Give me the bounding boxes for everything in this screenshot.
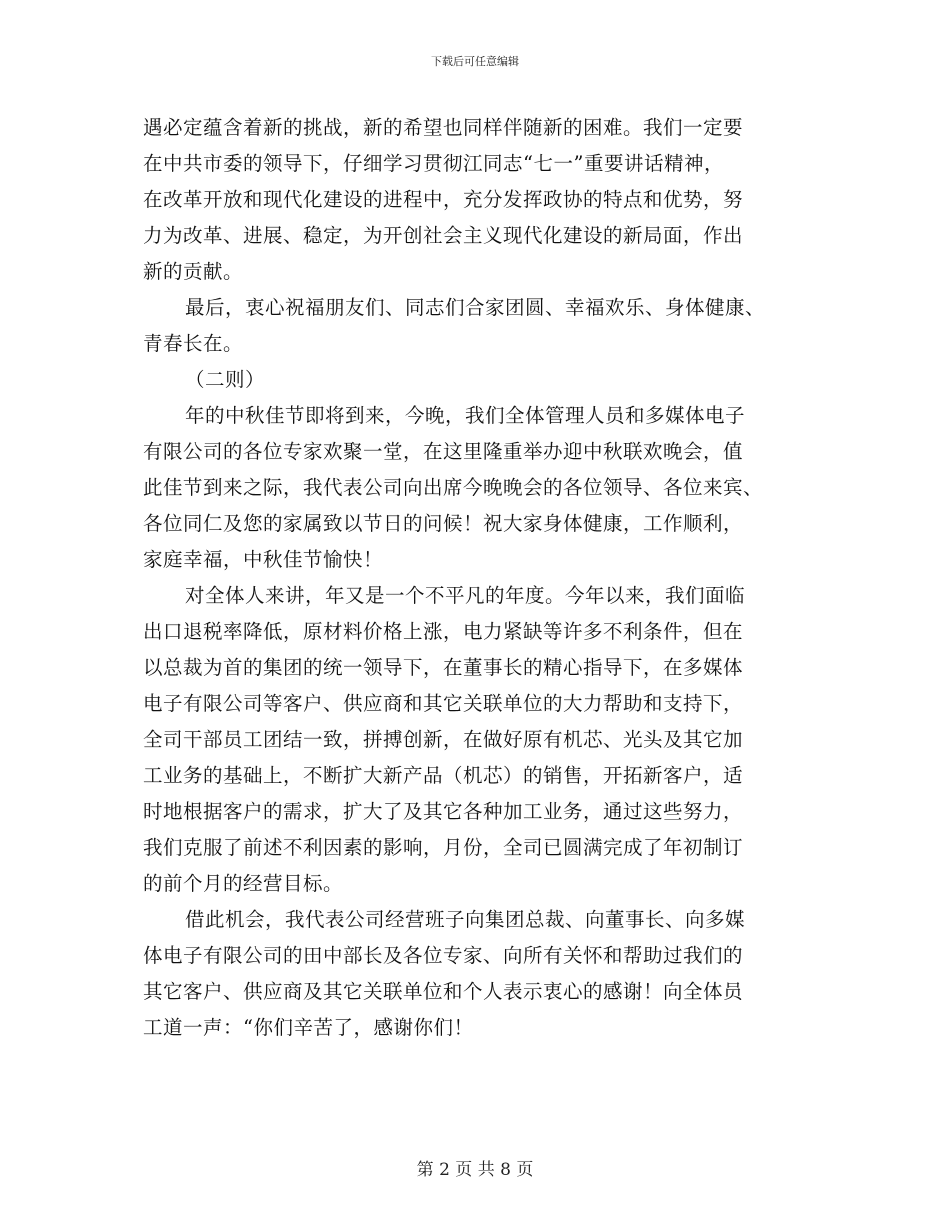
text-line: 时地根据客户的需求，扩大了及其它各种加工业务，通过这些努力， <box>143 800 744 823</box>
text-line: 对全体人来讲，年又是一个不平凡的年度。今年以来，我们面临 <box>185 584 746 607</box>
text-line: 在中共市委的领导下，仔细学习贯彻江同志“七一”重要讲话精神， <box>143 152 724 175</box>
text-line: 体电子有限公司的田中部长及各位专家、向所有关怀和帮助过我们的 <box>143 944 744 967</box>
text-line: 以总裁为首的集团的统一领导下，在董事长的精心指导下，在多媒体 <box>143 656 744 679</box>
text-line: 年的中秋佳节即将到来，今晚，我们全体管理人员和多媒体电子 <box>185 404 746 427</box>
text-line: 工业务的基础上，不断扩大新产品（机芯）的销售，开拓新客户，适 <box>143 764 744 787</box>
text-line: 出口退税率降低，原材料价格上涨，电力紧缺等许多不利条件，但在 <box>143 620 744 643</box>
text-line: 工道一声：“你们辛苦了，感谢你们！ <box>143 1016 474 1039</box>
text-line: 在改革开放和现代化建设的进程中，充分发挥政协的特点和优势，努 <box>143 188 744 211</box>
text-line: 有限公司的各位专家欢聚一堂，在这里隆重举办迎中秋联欢晚会，值 <box>143 440 744 463</box>
text-line: 的前个月的经营目标。 <box>143 872 344 895</box>
text-line: 各位同仁及您的家属致以节日的问候！祝大家身体健康，工作顺利， <box>143 512 744 535</box>
text-line: 最后，衷心祝福朋友们、同志们合家团圆、幸福欢乐、身体健康、 <box>185 296 766 319</box>
text-line: 家庭幸福，中秋佳节愉快！ <box>143 548 384 571</box>
text-line: （二则） <box>185 368 266 391</box>
text-line: 此佳节到来之际，我代表公司向出席今晚晚会的各位领导、各位来宾、 <box>143 476 764 499</box>
document-body <box>143 110 813 1046</box>
page-number: 第 2 页 共 8 页 <box>416 1160 534 1180</box>
text-line: 其它客户、供应商及其它关联单位和个人表示衷心的感谢！向全体员 <box>143 980 744 1003</box>
text-line: 电子有限公司等客户、供应商和其它关联单位的大力帮助和支持下， <box>143 692 744 715</box>
text-line: 全司干部员工团结一致，拼搏创新，在做好原有机芯、光头及其它加 <box>143 728 744 751</box>
text-line: 力为改革、进展、稳定，为开创社会主义现代化建设的新局面，作出 <box>143 224 744 247</box>
text-line: 我们克服了前述不利因素的影响，月份，全司已圆满完成了年初制订 <box>143 836 744 859</box>
text-line: 青春长在。 <box>143 332 244 355</box>
page-header: 下载后可任意编辑 <box>431 55 519 68</box>
text-line: 新的贡献。 <box>143 260 244 283</box>
text-line: 遇必定蕴含着新的挑战，新的希望也同样伴随新的困难。我们一定要 <box>143 116 744 139</box>
text-line: 借此机会，我代表公司经营班子向集团总裁、向董事长、向多媒 <box>185 908 746 931</box>
